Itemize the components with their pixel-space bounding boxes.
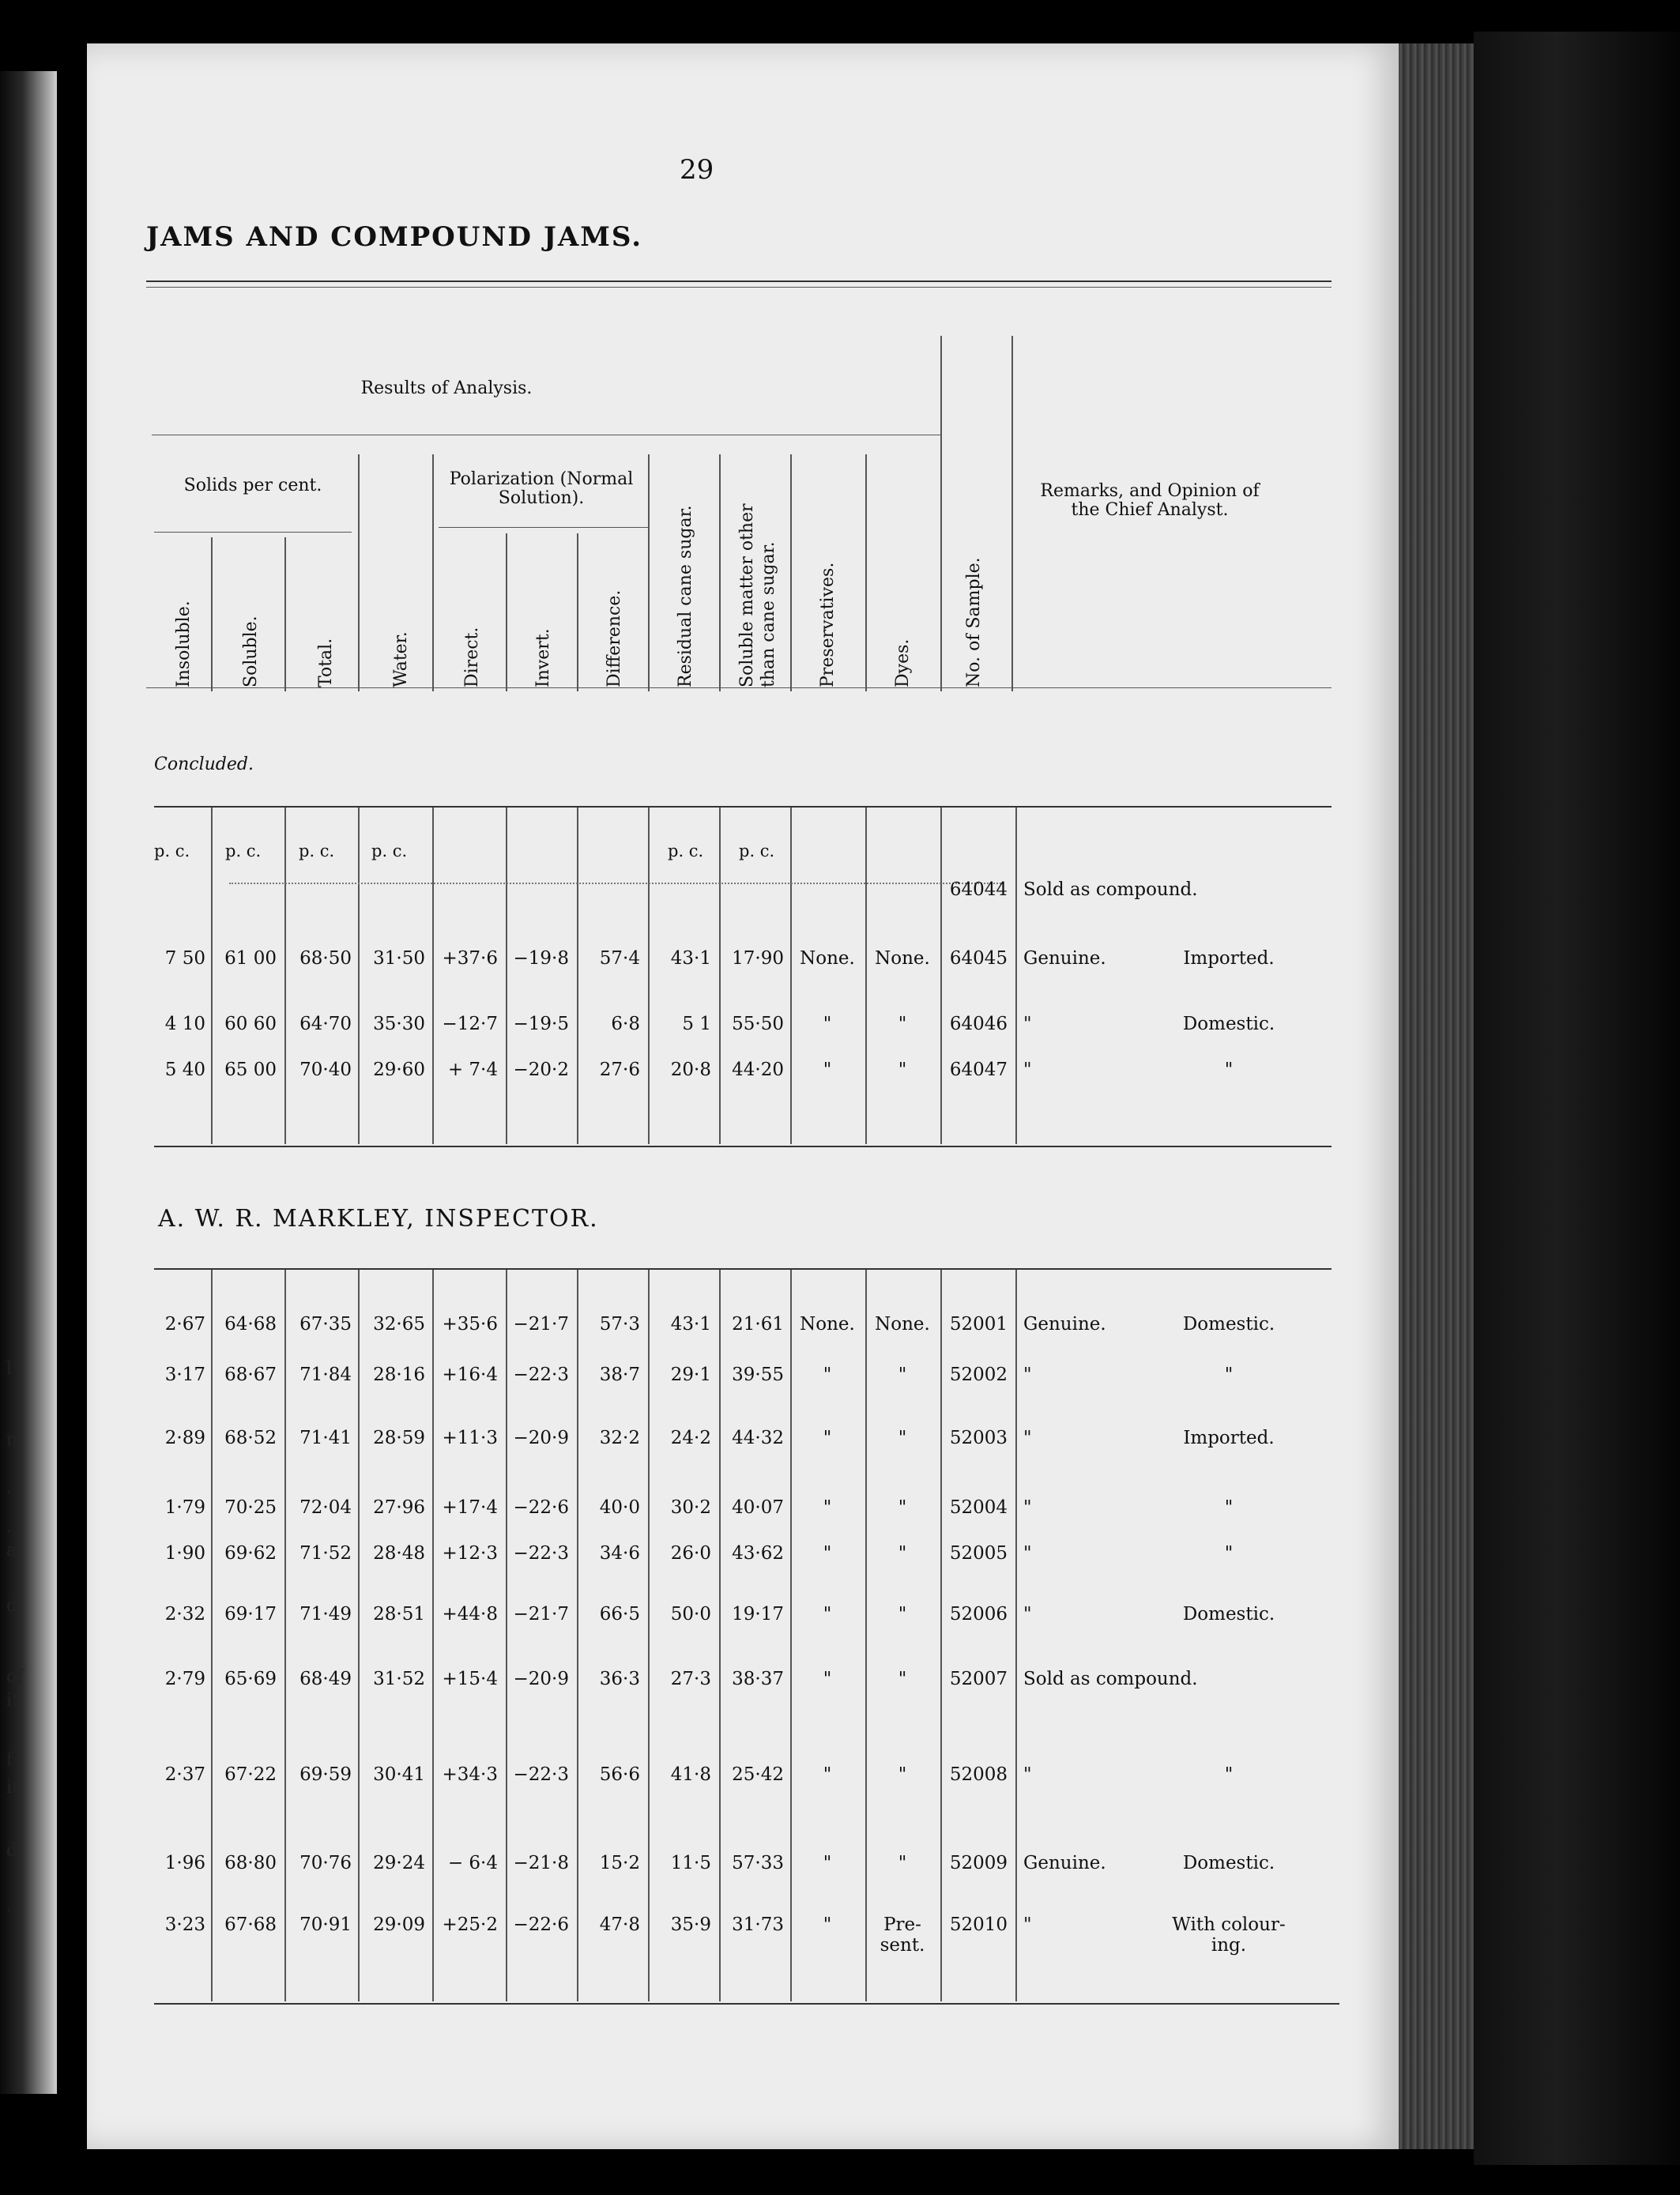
unit-label: p. c. xyxy=(299,841,335,860)
cell-dyes: " xyxy=(898,1669,907,1689)
block2-rule-bottom xyxy=(154,2003,1339,2005)
left-page-fragment: l xyxy=(6,1359,13,1379)
remark-opinion: Sold as compound. xyxy=(1023,1669,1198,1689)
cell-direct: +12·3 xyxy=(442,1543,498,1564)
cell-sample-number: 52005 xyxy=(949,1543,1008,1564)
cell-soluble: 67·22 xyxy=(224,1764,277,1785)
col-direct: Direct. xyxy=(462,627,482,687)
cell-dyes: " xyxy=(898,1365,907,1385)
cell-invert: −20·9 xyxy=(513,1428,569,1448)
remark-opinion: " xyxy=(1023,1365,1032,1385)
remark-opinion: " xyxy=(1023,1543,1032,1564)
cell-residual-cane-sugar: 43·1 xyxy=(670,948,711,969)
left-page-fragment: it xyxy=(6,1778,19,1798)
hdr-sep xyxy=(865,454,867,691)
col-total: Total. xyxy=(316,638,336,687)
cell-sample-number: 52006 xyxy=(949,1604,1008,1625)
cell-direct: +34·3 xyxy=(442,1764,498,1785)
cell-sample-number: 52003 xyxy=(949,1428,1008,1448)
cell-direct: − 6·4 xyxy=(447,1853,498,1873)
cell-insoluble: 2·32 xyxy=(164,1604,205,1625)
cell-invert: −21·7 xyxy=(513,1604,569,1625)
cell-insoluble: 5 40 xyxy=(164,1060,205,1080)
cell-soluble-matter: 38·37 xyxy=(732,1669,784,1689)
cell-water: 28·51 xyxy=(373,1604,425,1625)
cell-difference: 6·8 xyxy=(611,1014,640,1034)
block1_rows-col-sep xyxy=(284,808,286,1144)
left-page-fragment: d xyxy=(6,1596,18,1616)
cell-dyes: " xyxy=(898,1428,907,1448)
polarization-underline xyxy=(439,527,648,528)
cell-soluble: 64·68 xyxy=(224,1314,277,1335)
col-water: Water. xyxy=(391,631,411,687)
cell-total: 69·59 xyxy=(299,1764,352,1785)
cell-water: 29·60 xyxy=(373,1060,425,1080)
cell-soluble: 68·67 xyxy=(224,1365,277,1385)
cell-sample-number: 52002 xyxy=(949,1365,1008,1385)
cell-residual-cane-sugar: 43·1 xyxy=(670,1314,711,1335)
cell-insoluble: 2·37 xyxy=(164,1764,205,1785)
cell-preservatives: " xyxy=(823,1014,832,1034)
cell-insoluble: 1·90 xyxy=(164,1543,205,1564)
hdr-sep xyxy=(211,537,213,691)
cell-residual-cane-sugar: 5 1 xyxy=(682,1014,711,1034)
cell-soluble: 69·62 xyxy=(224,1543,277,1564)
remark-opinion: " xyxy=(1023,1915,1032,1935)
cell-soluble: 61 00 xyxy=(224,948,277,969)
cell-preservatives: " xyxy=(823,1365,832,1385)
left-page-fragment: d xyxy=(6,1841,18,1861)
block1_rows-col-sep xyxy=(940,808,942,1144)
cell-total: 70·76 xyxy=(299,1853,352,1873)
cell-direct: −12·7 xyxy=(442,1014,498,1034)
cell-sample-number: 52009 xyxy=(949,1853,1008,1873)
header-rule-top xyxy=(146,280,1332,282)
remark-opinion: " xyxy=(1023,1014,1032,1034)
remark-origin: With colour- ing. xyxy=(1172,1915,1286,1956)
cell-preservatives: " xyxy=(823,1915,832,1935)
cell-water: 31·50 xyxy=(373,948,425,969)
cell-invert: −21·8 xyxy=(513,1853,569,1873)
cell-soluble-matter: 55·50 xyxy=(732,1014,784,1034)
cell-direct: +44·8 xyxy=(442,1604,498,1625)
cell-direct: +25·2 xyxy=(442,1915,498,1935)
col-preservatives: Preservatives. xyxy=(818,562,838,687)
left-page-fragment: . xyxy=(6,1896,12,1916)
cell-preservatives: " xyxy=(823,1543,832,1564)
cell-total: 71·84 xyxy=(299,1365,352,1385)
cell-soluble-matter: 31·73 xyxy=(732,1915,784,1935)
cell-sample-number: 64046 xyxy=(949,1014,1008,1034)
cell-sample-number: 52010 xyxy=(949,1915,1008,1935)
cell-preservatives: " xyxy=(823,1604,832,1625)
cell-direct: +37·6 xyxy=(442,948,498,969)
block1_rows-col-sep xyxy=(432,808,434,1144)
remark-origin: Imported. xyxy=(1183,1428,1275,1448)
block1_rows-col-sep xyxy=(790,808,792,1144)
cell-total: 70·40 xyxy=(299,1060,352,1080)
cell-sample-number: 52001 xyxy=(949,1314,1008,1335)
cell-difference: 40·0 xyxy=(599,1497,640,1518)
polarization-heading: Polarization (Normal Solution). xyxy=(449,469,634,509)
cell-soluble-matter: 43·62 xyxy=(732,1543,784,1564)
cell-invert: −20·2 xyxy=(513,1060,569,1080)
cell-preservatives: " xyxy=(823,1060,832,1080)
left-page-fragment: f xyxy=(6,1750,13,1770)
cell-soluble-matter: 44·32 xyxy=(732,1428,784,1448)
block2-rule-top xyxy=(154,1268,1332,1270)
cell-residual-cane-sugar: 29·1 xyxy=(670,1365,711,1385)
cell-invert: −22·3 xyxy=(513,1365,569,1385)
cell-sample-number: 64045 xyxy=(949,948,1008,969)
cell-difference: 36·3 xyxy=(599,1669,640,1689)
cell-dyes: None. xyxy=(875,948,930,969)
hdr-sep xyxy=(648,454,650,691)
remark-opinion: " xyxy=(1023,1604,1032,1625)
cell-preservatives: None. xyxy=(800,948,855,969)
cell-water: 29·24 xyxy=(373,1853,425,1873)
remark-origin: " xyxy=(1224,1060,1234,1080)
cell-invert: −22·3 xyxy=(513,1543,569,1564)
inspector-heading: A. W. R. MARKLEY, INSPECTOR. xyxy=(158,1205,599,1233)
cell-soluble-matter: 44·20 xyxy=(732,1060,784,1080)
cell-total: 70·91 xyxy=(299,1915,352,1935)
hdr-sep xyxy=(577,533,578,691)
cell-total: 67·35 xyxy=(299,1314,352,1335)
remark-origin: Domestic. xyxy=(1182,1853,1275,1873)
cell-soluble-matter: 57·33 xyxy=(732,1853,784,1873)
cell-soluble: 60 60 xyxy=(224,1014,277,1034)
cell-difference: 38·7 xyxy=(599,1365,640,1385)
dotted-leader xyxy=(229,883,1004,884)
solids-per-cent-heading: Solids per cent. xyxy=(183,476,322,495)
cell-dyes: " xyxy=(898,1853,907,1873)
cell-water: 28·48 xyxy=(373,1543,425,1564)
cell-insoluble: 2·89 xyxy=(164,1428,205,1448)
remark-origin: Domestic. xyxy=(1182,1014,1275,1034)
cell-difference: 27·6 xyxy=(599,1060,640,1080)
col-difference: Difference. xyxy=(605,589,624,687)
cell-invert: −22·6 xyxy=(513,1915,569,1935)
cell-difference: 57·3 xyxy=(599,1314,640,1335)
cell-dyes: None. xyxy=(875,1314,930,1335)
left-page-edge xyxy=(0,71,57,2094)
hdr-sep xyxy=(790,454,792,691)
hdr-sep xyxy=(719,454,721,691)
cell-preservatives: None. xyxy=(800,1314,855,1335)
remark-origin: " xyxy=(1224,1365,1234,1385)
cell-residual-cane-sugar: 35·9 xyxy=(670,1915,711,1935)
cell-invert: −19·8 xyxy=(513,948,569,969)
cell-dyes: " xyxy=(898,1060,907,1080)
remarks-heading: Remarks, and Opinion of the Chief Analyst. xyxy=(1040,481,1260,521)
cell-difference: 56·6 xyxy=(599,1764,640,1785)
unit-label: p. c. xyxy=(668,841,704,860)
block1_rows-col-sep xyxy=(358,808,360,1144)
cell-preservatives: " xyxy=(823,1428,832,1448)
unit-label: p. c. xyxy=(371,841,408,860)
cell-sample-number: 52004 xyxy=(949,1497,1008,1518)
cell-insoluble: 1·96 xyxy=(164,1853,205,1873)
hdr-sep xyxy=(432,454,434,691)
page-stack-edge xyxy=(1399,43,1474,2149)
remark-opinion: " xyxy=(1023,1764,1032,1785)
remark-opinion: Genuine. xyxy=(1023,1314,1106,1335)
cell-total: 72·04 xyxy=(299,1497,352,1518)
cell-insoluble: 3·17 xyxy=(164,1365,205,1385)
cell-residual-cane-sugar: 11·5 xyxy=(670,1853,711,1873)
remark-origin: Domestic. xyxy=(1182,1314,1275,1335)
left-page-fragment: of xyxy=(6,1667,24,1687)
cell-direct: +16·4 xyxy=(442,1365,498,1385)
cell-soluble: 68·80 xyxy=(224,1853,277,1873)
cell-sample-number: 52007 xyxy=(949,1669,1008,1689)
cell-total: 68·50 xyxy=(299,948,352,969)
cell-insoluble: 2·79 xyxy=(164,1669,205,1689)
cell-residual-cane-sugar: 26·0 xyxy=(670,1543,711,1564)
hdr-sep xyxy=(284,537,286,691)
hdr-sep xyxy=(358,454,360,691)
cell-insoluble: 2·67 xyxy=(164,1314,205,1335)
left-page-fragment: . xyxy=(6,1517,12,1537)
block1_rows-col-sep xyxy=(506,808,507,1144)
col-soluble: Soluble. xyxy=(241,616,261,687)
cell-total: 71·52 xyxy=(299,1543,352,1564)
cell-invert: −21·7 xyxy=(513,1314,569,1335)
cell-dyes: " xyxy=(898,1497,907,1518)
cell-preservatives: " xyxy=(823,1669,832,1689)
remark-opinion: Genuine. xyxy=(1023,948,1106,969)
cell-insoluble: 3·23 xyxy=(164,1915,205,1935)
col-dyes: Dyes. xyxy=(893,638,913,687)
left-page-fragment: . xyxy=(6,1478,12,1497)
col-insoluble: Insoluble. xyxy=(174,601,194,687)
cell-residual-cane-sugar: 27·3 xyxy=(670,1669,711,1689)
remark-opinion: " xyxy=(1023,1497,1032,1518)
cell-water: 29·09 xyxy=(373,1915,425,1935)
cell-soluble-matter: 39·55 xyxy=(732,1365,784,1385)
cell-direct: +35·6 xyxy=(442,1314,498,1335)
cell-total: 68·49 xyxy=(299,1669,352,1689)
hdr-sep xyxy=(1011,336,1013,691)
cell-water: 28·16 xyxy=(373,1365,425,1385)
header-rule-bottom xyxy=(146,687,1332,688)
cell-invert: −19·5 xyxy=(513,1014,569,1034)
header-rule-top-2 xyxy=(146,287,1332,288)
block1-rule-bottom xyxy=(154,1146,1332,1147)
cell-residual-cane-sugar: 41·8 xyxy=(670,1764,711,1785)
col-no-of-sample: No. of Sample. xyxy=(964,557,984,687)
cell-water: 35·30 xyxy=(373,1014,425,1034)
cell-soluble-matter: 21·61 xyxy=(732,1314,784,1335)
cell-insoluble: 7 50 xyxy=(164,948,205,969)
cell-invert: −22·3 xyxy=(513,1764,569,1785)
page-number: 29 xyxy=(680,154,714,186)
cell-invert: −22·6 xyxy=(513,1497,569,1518)
left-page-fragment: n xyxy=(6,1430,18,1450)
cell-direct: +11·3 xyxy=(442,1428,498,1448)
unit-label: p. c. xyxy=(739,841,775,860)
cell-difference: 15·2 xyxy=(599,1853,640,1873)
cell-total: 71·49 xyxy=(299,1604,352,1625)
cell-residual-cane-sugar: 24·2 xyxy=(670,1428,711,1448)
cell-water: 30·41 xyxy=(373,1764,425,1785)
left-page-fragment: a xyxy=(6,1541,17,1561)
remark-opinion: " xyxy=(1023,1428,1032,1448)
cell-soluble-matter: 40·07 xyxy=(732,1497,784,1518)
cell-difference: 32·2 xyxy=(599,1428,640,1448)
col-soluble-matter-1: Soluble matter other xyxy=(737,503,757,687)
page-title: JAMS AND COMPOUND JAMS. xyxy=(146,221,643,253)
col-residual-cane-sugar: Residual cane sugar. xyxy=(676,505,695,687)
cell-water: 31·52 xyxy=(373,1669,425,1689)
block1_rows-col-sep xyxy=(211,808,213,1144)
cell-water: 32·65 xyxy=(373,1314,425,1335)
cell-water: 28·59 xyxy=(373,1428,425,1448)
left-page-fragment: it xyxy=(6,1691,19,1711)
cell-dyes: " xyxy=(898,1764,907,1785)
cell-total: 71·41 xyxy=(299,1428,352,1448)
remark-origin: " xyxy=(1224,1764,1234,1785)
col-invert: Invert. xyxy=(533,628,553,687)
cell-preservatives: " xyxy=(823,1764,832,1785)
remark-opinion: " xyxy=(1023,1060,1032,1080)
cell-sample-number: 64044 xyxy=(949,879,1008,900)
cell-dyes: " xyxy=(898,1543,907,1564)
cell-soluble-matter: 17·90 xyxy=(732,948,784,969)
cell-difference: 66·5 xyxy=(599,1604,640,1625)
block1_rows-col-sep xyxy=(648,808,650,1144)
col-soluble-matter-2: than cane sugar. xyxy=(759,541,778,687)
cell-soluble: 65 00 xyxy=(224,1060,277,1080)
cell-total: 64·70 xyxy=(299,1014,352,1034)
book-binding xyxy=(1474,32,1680,2165)
block1_rows-col-sep xyxy=(577,808,578,1144)
hdr-sep xyxy=(940,336,942,691)
cell-soluble: 68·52 xyxy=(224,1428,277,1448)
cell-sample-number: 64047 xyxy=(949,1060,1008,1080)
cell-soluble-matter: 19·17 xyxy=(732,1604,784,1625)
concluded-label: Concluded. xyxy=(154,755,254,774)
cell-soluble: 65·69 xyxy=(224,1669,277,1689)
cell-soluble: 67·68 xyxy=(224,1915,277,1935)
cell-residual-cane-sugar: 30·2 xyxy=(670,1497,711,1518)
cell-direct: + 7·4 xyxy=(447,1060,498,1080)
cell-water: 27·96 xyxy=(373,1497,425,1518)
cell-difference: 34·6 xyxy=(599,1543,640,1564)
remark-opinion: Sold as compound. xyxy=(1023,879,1198,900)
hdr-sep xyxy=(506,533,507,691)
cell-insoluble: 4 10 xyxy=(164,1014,205,1034)
unit-label: p. c. xyxy=(154,841,190,860)
cell-residual-cane-sugar: 20·8 xyxy=(670,1060,711,1080)
cell-preservatives: " xyxy=(823,1497,832,1518)
block1_rows-col-sep xyxy=(865,808,867,1144)
cell-sample-number: 52008 xyxy=(949,1764,1008,1785)
block2_rows-col-sep xyxy=(1015,1270,1017,2001)
remark-origin: Domestic. xyxy=(1182,1604,1275,1625)
remark-origin: Imported. xyxy=(1183,948,1275,969)
cell-difference: 47·8 xyxy=(599,1915,640,1935)
block1-rule-top xyxy=(154,806,1332,808)
document-page xyxy=(87,43,1399,2149)
cell-dyes: " xyxy=(898,1604,907,1625)
remark-opinion: Genuine. xyxy=(1023,1853,1106,1873)
block1_rows-col-sep xyxy=(719,808,721,1144)
results-of-analysis-heading: Results of Analysis. xyxy=(360,378,533,398)
cell-soluble: 69·17 xyxy=(224,1604,277,1625)
cell-dyes: Pre- sent. xyxy=(880,1915,925,1956)
cell-residual-cane-sugar: 50·0 xyxy=(670,1604,711,1625)
unit-label: p. c. xyxy=(225,841,262,860)
cell-invert: −20·9 xyxy=(513,1669,569,1689)
remark-origin: " xyxy=(1224,1543,1234,1564)
cell-direct: +17·4 xyxy=(442,1497,498,1518)
cell-soluble-matter: 25·42 xyxy=(732,1764,784,1785)
cell-preservatives: " xyxy=(823,1853,832,1873)
block1_rows-col-sep xyxy=(1015,808,1017,1144)
cell-dyes: " xyxy=(898,1014,907,1034)
cell-direct: +15·4 xyxy=(442,1669,498,1689)
cell-insoluble: 1·79 xyxy=(164,1497,205,1518)
remark-origin: " xyxy=(1224,1497,1234,1518)
cell-soluble: 70·25 xyxy=(224,1497,277,1518)
solids-underline xyxy=(154,532,352,533)
cell-difference: 57·4 xyxy=(599,948,640,969)
